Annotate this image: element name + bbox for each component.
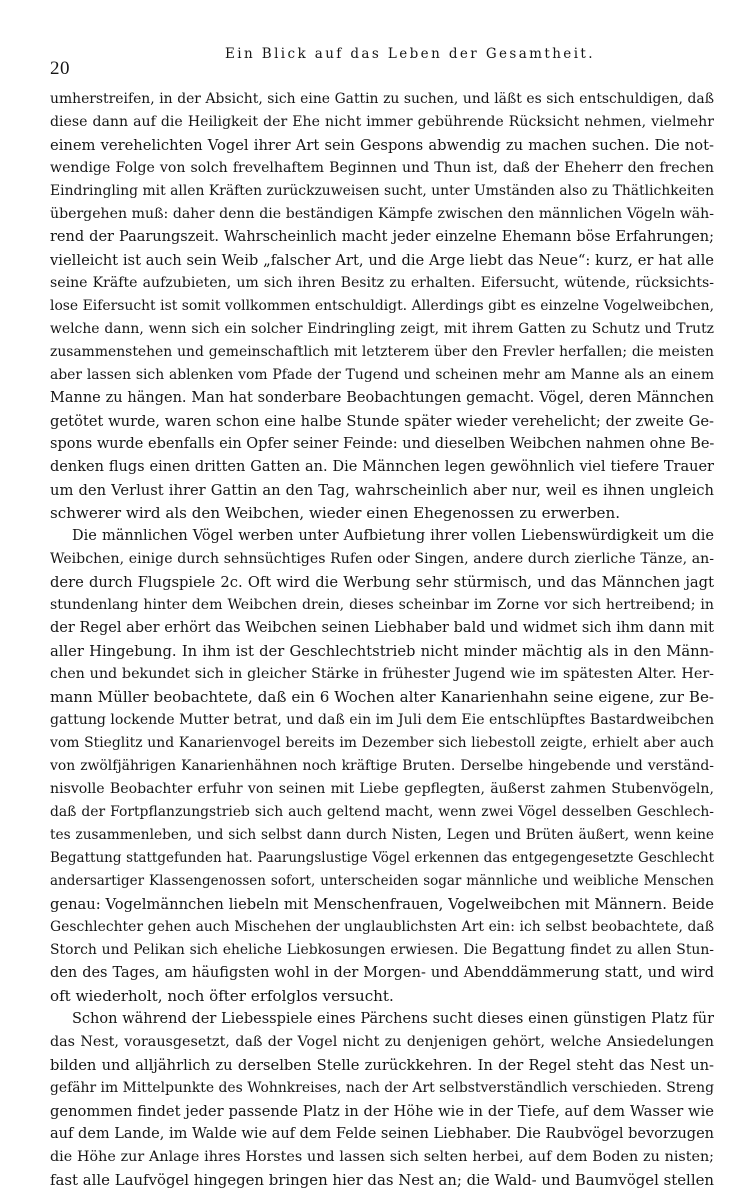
- text-line: Begattung stattgefunden hat. Paarungslustige Vögel erkennen das entgegengesetzte Geschlecht: [50, 850, 714, 866]
- page-number: 20: [50, 58, 70, 79]
- text-line: aber lassen sich ablenken vom Pfade der Tugend und scheinen mehr am Manne als an einem: [50, 367, 714, 383]
- text-line: Storch und Pelikan sich eheliche Liebkosungen erwiesen. Die Begattung findet zu allen Stun-: [50, 942, 714, 958]
- text-line: Geschlechter gehen auch Mischehen der unglaublichsten Art ein: ich selbst beobachtete, daß: [50, 919, 714, 935]
- text-line: zusammenstehen und gemeinschaftlich mit letzterem über den Frevler herfallen; die meisten: [50, 344, 714, 360]
- text-line: das Nest, vorausgesetzt, daß der Vogel nicht zu denjenigen gehört, welche Ansiedelungen: [50, 1034, 714, 1050]
- text-line: nisvolle Beobachter erfuhr von seinen mit Liebe gepflegten, äußerst zahmen Stubenvögeln,: [50, 781, 714, 797]
- text-line: andersartiger Klassengenossen sofort, unterscheiden sogar männliche und weibliche Menschen: [50, 873, 714, 889]
- text-line: welche dann, wenn sich ein solcher Eindringling zeigt, mit ihrem Gatten zu Schutz und Trutz: [50, 321, 714, 337]
- text-line: auf dem Lande, im Walde wie auf dem Felde seinen Liebhaber. Die Raubvögel bevorzugen: [50, 1126, 714, 1142]
- text-line: vielleicht ist auch sein Weib „falscher Art, und die Arge liebt das Neue“: kurz, er hat alle: [50, 252, 714, 269]
- text-line: Schon während der Liebesspiele eines Pärchens sucht dieses einen günstigen Platz für: [72, 1011, 714, 1027]
- text-line: genau: Vogelmännchen liebeln mit Menschenfrauen, Vogelweibchen mit Männern. Beide: [50, 896, 714, 913]
- text-line: lose Eifersucht ist somit vollkommen entschuldigt. Allerdings gibt es einzelne Vogelweibchen,: [50, 298, 714, 314]
- text-line: denken flugs einen dritten Gatten an. Die Männchen legen gewöhnlich viel tiefere Trauer: [50, 459, 714, 475]
- text-line: rend der Paarungszeit. Wahrscheinlich macht jeder einzelne Ehemann böse Erfahrungen;: [50, 229, 714, 245]
- text-line: übergehen muß: daher denn die beständigen Kämpfe zwischen den männlichen Vögeln wäh-: [50, 206, 714, 222]
- text-line: der Regel aber erhört das Weibchen seinen Liebhaber bald und widmet sich ihm dann mit: [50, 620, 714, 636]
- text-line: diese dann auf die Heiligkeit der Ehe nicht immer gebührende Rücksicht nehmen, vielmehr: [50, 114, 714, 130]
- text-line: bilden und alljährlich zu derselben Stelle zurückkehren. In der Regel steht das Nest un-: [50, 1057, 714, 1074]
- text-line: genommen findet jeder passende Platz in der Höhe wie in der Tiefe, auf dem Wasser wie: [50, 1103, 714, 1120]
- running-head: Ein Blick auf das Leben der Gesamtheit.: [225, 46, 595, 62]
- text-line: gefähr im Mittelpunkte des Wohnkreises, nach der Art selbstverständlich verschieden. Streng: [50, 1080, 714, 1096]
- body-text: [50, 88, 714, 1192]
- text-line: getötet wurde, waren schon eine halbe Stunde später wieder verehelicht; der zweite Ge-: [50, 413, 714, 430]
- text-line: chen und bekundet sich in gleicher Stärke in frühester Jugend wie im spätesten Alter. Her-: [50, 666, 714, 682]
- text-line: oft wiederholt, noch öfter erfolglos versucht.: [50, 987, 394, 1005]
- page-header: [50, 44, 712, 79]
- text-line: tes zusammenleben, und sich selbst dann durch Nisten, Legen und Brüten äußert, wenn keine: [50, 827, 714, 843]
- text-line: den des Tages, am häufigsten wohl in der Morgen- und Abenddämmerung statt, und wird: [50, 965, 714, 981]
- text-line: um den Verlust ihrer Gattin an den Tag, wahrscheinlich aber nur, weil es ihnen ungleich: [50, 482, 714, 499]
- text-line: vom Stieglitz und Kanarienvogel bereits im Dezember sich liebestoll zeigte, erhielt aber auch: [50, 735, 714, 751]
- text-line: Eindringling mit allen Kräften zurückzuweisen sucht, unter Umständen also zu Thätlichkeiten: [50, 183, 714, 199]
- text-line: dere durch Flugspiele 2c. Oft wird die Werbung sehr stürmisch, und das Männchen jagt: [50, 574, 714, 591]
- text-line: seine Kräfte aufzubieten, um sich ihren Besitz zu erhalten. Eifersucht, wütende, rücksichts-: [50, 275, 714, 291]
- text-line: aller Hingebung. In ihm ist der Geschlechtstrieb nicht minder mächtig als in den Männ-: [50, 643, 714, 660]
- text-line: gattung lockende Mutter betrat, und daß ein im Juli dem Eie entschlüpftes Bastardweibchen: [50, 712, 714, 728]
- text-line: wendige Folge von solch frevelhaftem Beginnen und Thun ist, daß der Eheherr den frechen: [50, 160, 714, 176]
- text-line: daß der Fortpflanzungstrieb sich auch geltend macht, wenn zwei Vögel desselben Geschlech-: [50, 804, 714, 820]
- text-line: fast alle Laufvögel hingegen bringen hier das Nest an; die Wald- und Baumvögel stellen: [50, 1171, 714, 1189]
- text-line: spons wurde ebenfalls ein Opfer seiner Feinde: und dieselben Weibchen nahmen ohne Be-: [50, 436, 714, 452]
- text-line: Die männlichen Vögel werben unter Aufbietung ihrer vollen Liebenswürdigkeit um die: [72, 528, 714, 544]
- text-line: schwerer wird als den Weibchen, wieder einen Ehegenossen zu erwerben.: [50, 504, 621, 522]
- text-line: die Höhe zur Anlage ihres Horstes und lassen sich selten herbei, auf dem Boden zu nisten;: [50, 1149, 714, 1165]
- text-line: Manne zu hängen. Man hat sonderbare Beobachtungen gemacht. Vögel, deren Männchen: [50, 390, 714, 406]
- text-line: mann Müller beobachtete, daß ein 6 Wochen alter Kanarienhahn seine eigene, zur Be-: [50, 688, 714, 706]
- text-line: von zwölfjährigen Kanarienhähnen noch kräftige Bruten. Derselbe hingebende und verständ-: [50, 758, 714, 774]
- text-line: Weibchen, einige durch sehnsüchtiges Rufen oder Singen, andere durch zierliche Tänze, an-: [50, 551, 714, 567]
- text-line: umherstreifen, in der Absicht, sich eine Gattin zu suchen, und läßt es sich entschuldigen, daß: [50, 91, 714, 107]
- text-line: einem verehelichten Vogel ihrer Art sein Gespons abwendig zu machen suchen. Die not-: [50, 137, 714, 154]
- text-line: stundenlang hinter dem Weibchen drein, dieses scheinbar im Zorne vor sich hertreibend; in: [50, 597, 714, 613]
